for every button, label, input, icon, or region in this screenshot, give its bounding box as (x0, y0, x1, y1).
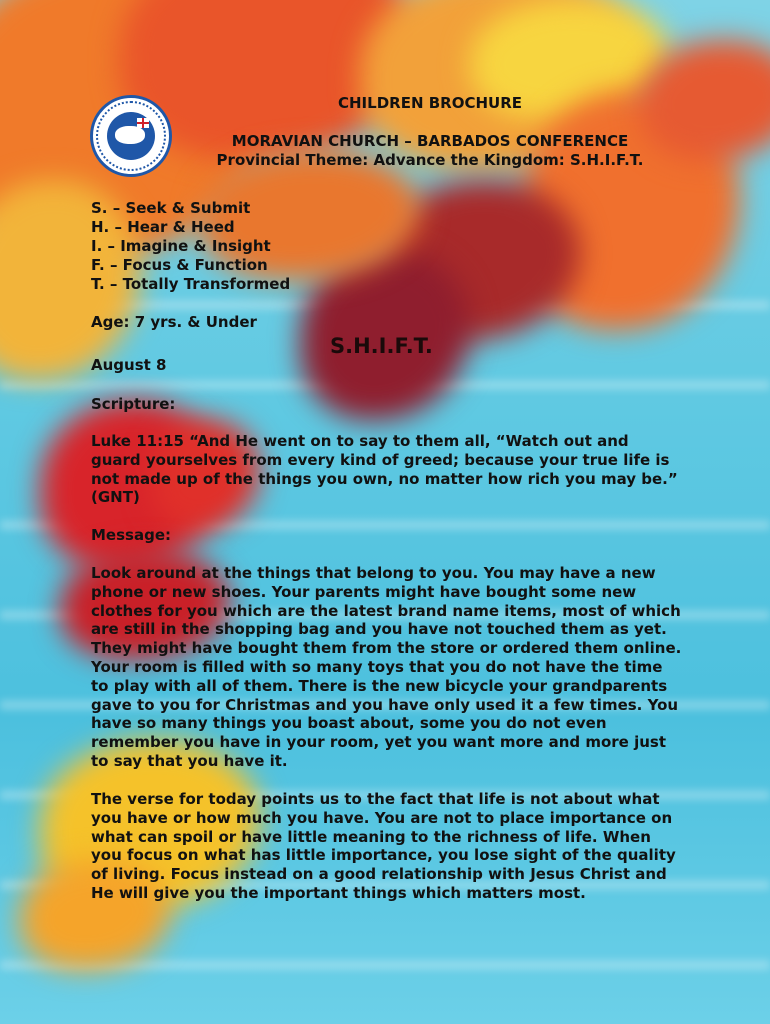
lamb-icon (115, 126, 145, 144)
acronym-line: S. – Seek & Submit (91, 199, 251, 217)
church-seal-logo (90, 95, 172, 177)
acronym-line: I. – Imagine & Insight (91, 237, 271, 255)
brochure-title: CHILDREN BROCHURE (338, 94, 522, 112)
date: August 8 (91, 356, 167, 374)
acronym-line: T. – Totally Transformed (91, 275, 291, 293)
cross-flag-icon (137, 118, 149, 128)
acronym-line: F. – Focus & Function (91, 256, 268, 274)
message-label: Message: (91, 526, 171, 544)
provincial-theme: Provincial Theme: Advance the Kingdom: S.H.I.F.T. (216, 151, 644, 169)
shift-heading: S.H.I.F.T. (330, 334, 433, 358)
acronym-line: H. – Hear & Heed (91, 218, 235, 236)
scripture-text: Luke 11:15 “And He went on to say to them all, “Watch out and guard yourselves from every kind of greed; because your true life is not made up of the things you own, no matter how rich you may be.” (GNT) (91, 432, 678, 507)
scripture-label: Scripture: (91, 395, 176, 413)
message-paragraph: The verse for today points us to the fact that life is not about what you have or how much you have. You are not to place importance on what can spoil or have little meaning to the richness of life. When you focus on what has little importance, you lose sight of the quality of living. Focus instead on a good relationship with Jesus Christ and He will give you the important things which matters most. (91, 790, 676, 902)
age-group: Age: 7 yrs. & Under (91, 313, 257, 331)
organization-name: MORAVIAN CHURCH – BARBADOS CONFERENCE (231, 132, 629, 150)
message-paragraph: Look around at the things that belong to you. You may have a new phone or new shoes. Your parents might have bought some new clothes for you which are the latest brand name items, most of which are still in the shopping bag and you have not touched them as yet. They might have bought them from the store or ordered them online. Your room is filled with so many toys that you do not have the time to play with all of them. There is the new bicycle your grandparents gave to you for Christmas and you have only used it a few times. You have so many things you boast about, some you do not even remember you have in your room, yet you want more and more just to say that you have it. (91, 564, 682, 770)
